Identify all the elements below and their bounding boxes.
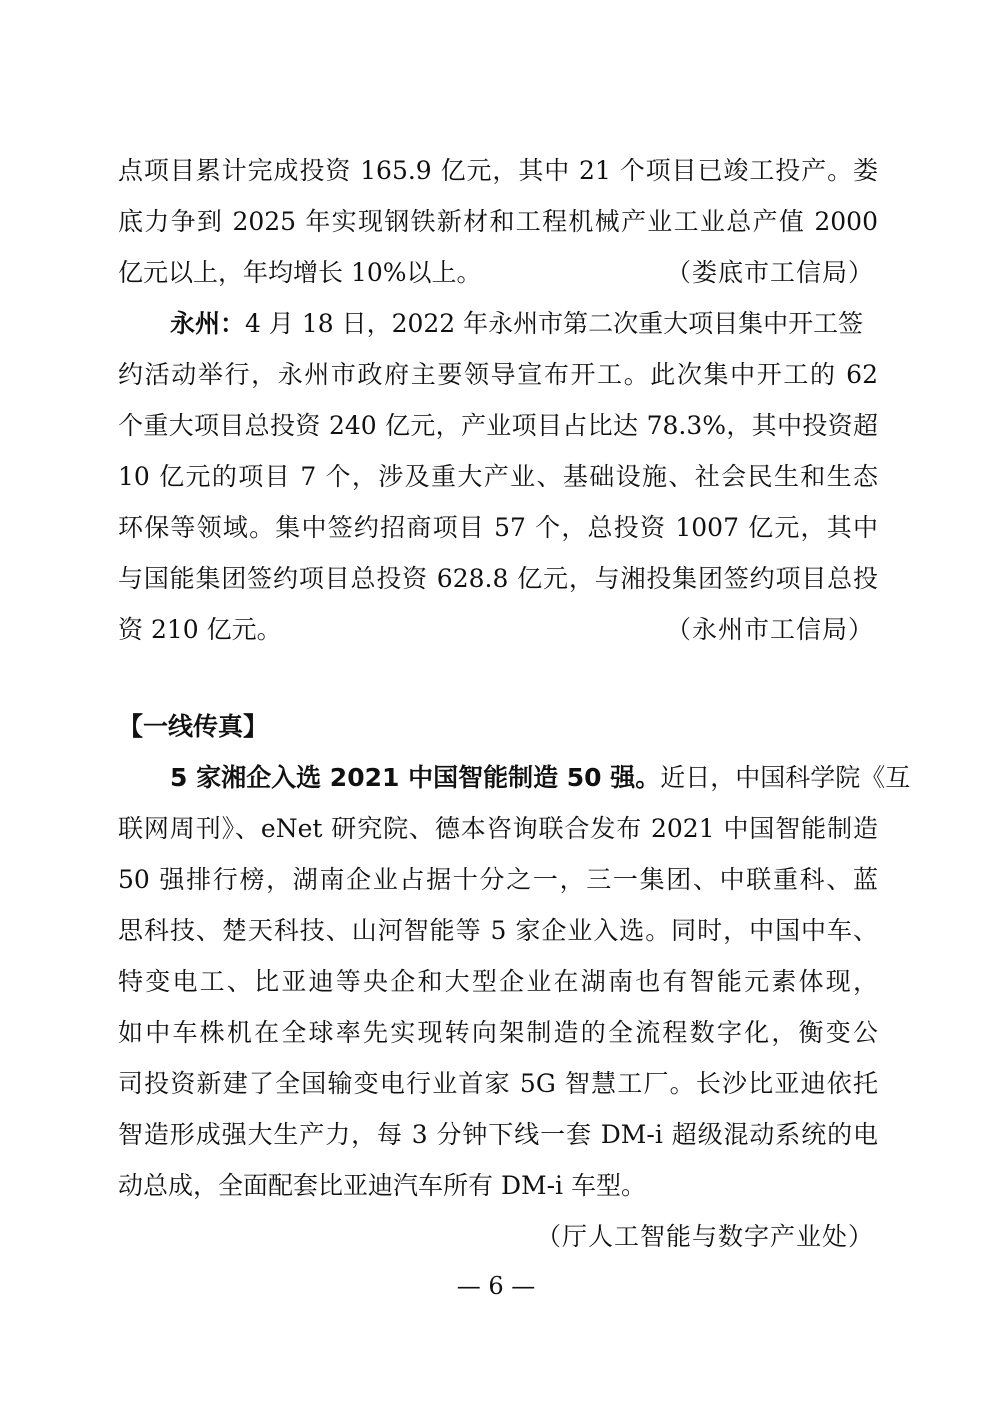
fax-headline: 5 家湘企入选 2021 中国智能制造 50 强。 <box>170 763 661 792</box>
loudi-line-1: 点项目累计完成投资 165.9 亿元，其中 21 个项目已竣工投产。娄 <box>118 156 878 185</box>
fax-line-1 <box>118 762 911 794</box>
yongzhou-line-2: 约活动举行，永州市政府主要领导宣布开工。此次集中开工的 62 <box>118 360 878 389</box>
fax-line-2: 联网周刊》、eNet 研究院、德本咨询联合发布 2021 中国智能制造 <box>118 814 878 843</box>
loudi-line-3: 亿元以上，年均增长 10%以上。 <box>118 258 482 287</box>
yongzhou-label: 永州： <box>170 309 246 338</box>
yongzhou-line-5: 环保等领域。集中签约招商项目 57 个，总投资 1007 亿元，其中 <box>118 513 878 542</box>
fax-line-8: 智造形成强大生产力，每 3 分钟下线一套 DM-i 超级混动系统的电 <box>118 1120 878 1149</box>
loudi-source: （娄底市工信局） <box>665 258 874 287</box>
yongzhou-source: （永州市工信局） <box>665 615 874 644</box>
yongzhou-line-1-text: 4 月 18 日，2022 年永州市第二次重大项目集中开工签 <box>245 309 864 338</box>
fax-line-4: 思科技、楚天科技、山河智能等 5 家企业入选。同时，中国中车、 <box>118 916 878 945</box>
fax-line-6: 如中车株机在全球率先实现转向架制造的全流程数字化，衡变公 <box>118 1018 878 1047</box>
yongzhou-line-6: 与国能集团签约项目总投资 628.8 亿元，与湘投集团签约项目总投 <box>118 564 878 593</box>
fax-line-9: 动总成，全面配套比亚迪汽车所有 DM-i 车型。 <box>118 1171 646 1200</box>
page-number: — 6 — <box>456 1272 536 1300</box>
loudi-line-2: 底力争到 2025 年实现钢铁新材和工程机械产业工业总产值 2000 <box>118 207 878 236</box>
fax-line-7: 司投资新建了全国输变电行业首家 5G 智慧工厂。长沙比亚迪依托 <box>118 1069 878 1098</box>
yongzhou-line-4: 10 亿元的项目 7 个，涉及重大产业、基础设施、社会民生和生态 <box>118 462 878 491</box>
yongzhou-line-3: 个重大项目总投资 240 亿元，产业项目占比达 78.3%，其中投资超 <box>118 411 878 440</box>
yongzhou-line-7: 资 210 亿元。 <box>118 615 282 644</box>
fax-source: （厅人工智能与数字产业处） <box>535 1222 874 1251</box>
fax-line-3: 50 强排行榜，湖南企业占据十分之一，三一集团、中联重科、蓝 <box>118 865 878 894</box>
section-heading: 【一线传真】 <box>118 712 269 741</box>
fax-line-1-text: 近日，中国科学院《互 <box>660 763 911 792</box>
fax-line-5: 特变电工、比亚迪等央企和大型企业在湖南也有智能元素体现， <box>118 967 878 996</box>
yongzhou-line-1 <box>118 308 878 340</box>
